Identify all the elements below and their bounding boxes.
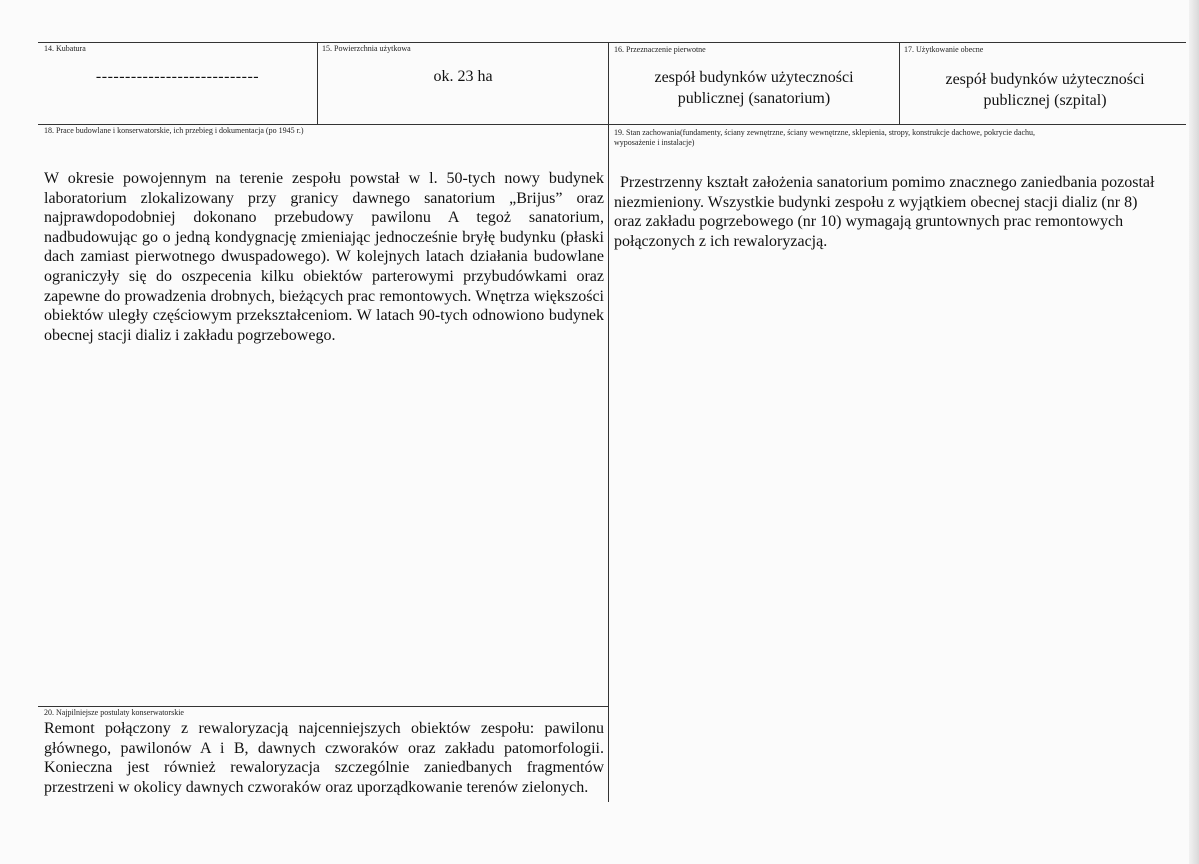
section18-text: W okresie powojennym na terenie zespołu powstał w l. 50-tych nowy budynek laboratorium zlokalizowany przy granicy dawnego sanatorium „Brijus” oraz najprawdopodobniej dokonano przebudowy pawilonu A tegoż sanatorium, nadbudowując go o jedną kondygnację zmieniając jednocześnie bryłę budynku (płaski dach zamiast pierwotnego dwuspadowego). W kolejnych latach działania budowlane ograniczyły się do oszpecenia kilku obiektów parterowymi przybudówkami oraz zapewne do prowadzenia drobnych, bieżących prac remontowych. Wnętrza większości obiektów uległy częściowym przekształceniom. W latach 90-tych odnowiono budynek obecnej stacji dializ i zakładu pogrzebowego. bbox=[44, 170, 604, 344]
section20-top-rule bbox=[38, 706, 608, 707]
section20-label: 20. Najpilniejsze postulaty konserwatorskie bbox=[44, 708, 184, 717]
uzytkowanie-value-line1: zespół budynków użyteczności bbox=[945, 71, 1145, 88]
powierzchnia-label: 15. Powierzchnia użytkowa bbox=[322, 44, 411, 53]
section18-label: 18. Prace budowlane i konserwatorskie, ich przebieg i dokumentacja (po 1945 r.) bbox=[44, 126, 304, 135]
przeznaczenie-label: 16. Przeznaczenie pierwotne bbox=[614, 45, 706, 54]
przeznaczenie-value-line1: zespół budynków użyteczności bbox=[654, 69, 854, 86]
top-rule bbox=[38, 42, 1186, 43]
section19-label-line2: wyposażenie i instalacje) bbox=[614, 138, 695, 147]
uzytkowanie-label: 17. Użytkowanie obecne bbox=[904, 45, 984, 54]
page-edge-shadow bbox=[1189, 0, 1199, 864]
kubatura-label: 14. Kubatura bbox=[44, 44, 86, 53]
uzytkowanie-value-line2: publicznej (szpital) bbox=[983, 92, 1107, 109]
uzytkowanie-value bbox=[900, 69, 1190, 111]
powierzchnia-value: ok. 23 ha bbox=[433, 68, 493, 85]
przeznaczenie-value-line2: publicznej (sanatorium) bbox=[677, 90, 831, 107]
przeznaczenie-value bbox=[609, 67, 899, 109]
kubatura-value: ---------------------------- bbox=[95, 68, 260, 85]
section19-label-line1: 19. Stan zachowania(fundamenty, ściany zewnętrzne, ściany wewnętrzne, sklepienia, stropy, konstrukcje dachowe, pokrycie dachu, bbox=[614, 128, 1036, 137]
section20-text: Remont połączony z rewaloryzacją najcenniejszych obiektów zespołu: pawilonu głównego, pawilonów A i B, dawnych czworaków oraz zakładu patomorfologii. Konieczna jest również rewaloryzacja szczególnie zaniedbanych fragmentów przestrzeni w okolicy dawnych czworaków oraz uporządkowanie terenów zielonych. bbox=[44, 720, 604, 796]
row1-bottom-rule bbox=[38, 124, 1186, 125]
section19-text: Przestrzenny kształt założenia sanatorium pomimo znacznego zaniedbania pozostał niezmieniony. Wszystkie budynki zespołu z wyjątkiem obecnej stacji dializ (nr 8) oraz zakładu pogrzebowego (nr 10) wymagają gruntownych prac remontowych połączonych z ich rewaloryzacją. bbox=[614, 174, 1155, 250]
section19-label bbox=[614, 128, 1184, 148]
center-divider bbox=[608, 42, 609, 802]
